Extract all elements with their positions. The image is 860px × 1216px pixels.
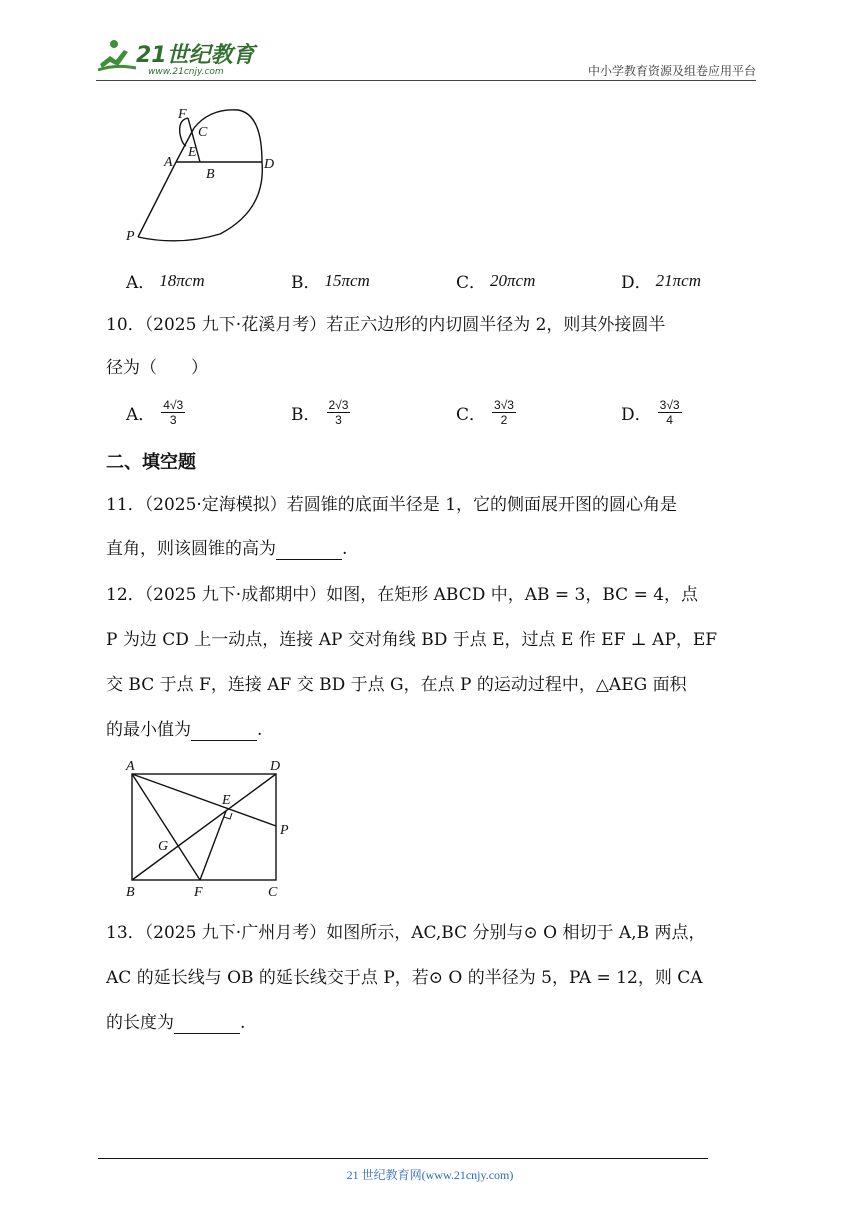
q9-choice-b[interactable]: B． 15πcm (291, 270, 370, 293)
fig12-label-G: G (158, 839, 169, 854)
q10-choice-a[interactable]: A． $\frac{4√3}{3}$ (126, 398, 184, 427)
site-logo (96, 36, 266, 80)
q12-line1: 12．（2025 九下·成都期中）如图，在矩形 ABCD 中，AB = 3，BC = 4，点 (106, 585, 699, 605)
fig12-label-A: A (126, 759, 135, 774)
q9-choices (126, 268, 786, 293)
fig9-label-F: F (178, 107, 187, 122)
q10-choices (126, 398, 786, 427)
fig9-label-P: P (126, 229, 135, 244)
q13-line3: 的长度为 . (106, 1013, 246, 1033)
logo-url: www.21cnjy.com (148, 67, 224, 77)
q10-choice-b[interactable]: B． $\frac{2√3}{3}$ (291, 398, 349, 427)
logo-text: 21世纪教育 (136, 43, 255, 68)
q10-line2: 径为（ ） (106, 358, 208, 378)
q10-choice-c[interactable]: C． $\frac{3√3}{2}$ (456, 398, 514, 427)
fig12-label-D: D (270, 759, 281, 774)
q10-choice-d[interactable]: D． $\frac{3√3}{4}$ (621, 398, 680, 427)
fig12-label-B: B (126, 885, 135, 900)
q13-answer-blank[interactable] (174, 1017, 240, 1034)
header-divider (96, 80, 756, 81)
figure-q9 (120, 100, 290, 254)
q9-choice-a[interactable]: A． 18πcm (126, 270, 205, 293)
header-tagline: 中小学教育资源及组卷应用平台 (587, 64, 756, 78)
fig12-label-F: F (194, 885, 203, 900)
footer-divider (98, 1158, 708, 1159)
fig9-label-B: B (206, 167, 215, 182)
fig12-label-E: E (222, 793, 231, 808)
figure-q12 (118, 754, 308, 908)
q12-line3: 交 BC 于点 F，连接 AF 交 BD 于点 G，在点 P 的运动过程中，△AEG 面积 (106, 675, 687, 695)
runner-icon (98, 40, 136, 70)
q11-line1: 11．（2025·定海模拟）若圆锥的底面半径是 1，它的侧面展开图的圆心角是 (106, 495, 678, 515)
fig9-label-E: E (188, 145, 197, 160)
q12-line4: 的最小值为 . (106, 720, 263, 740)
fig9-label-A: A (164, 155, 173, 170)
fig12-label-C: C (268, 885, 278, 900)
q12-line2: P 为边 CD 上一动点，连接 AP 交对角线 BD 于点 E，过点 E 作 EF ⊥ AP，EF (106, 630, 718, 650)
q11-answer-blank[interactable] (276, 543, 342, 560)
q9-choice-c[interactable]: C． 20πcm (456, 270, 536, 293)
section-title-fill-in: 二、填空题 (106, 452, 196, 473)
fig9-label-D: D (264, 157, 275, 172)
fig9-label-C: C (198, 125, 208, 140)
q13-line1: 13．（2025 九下·广州月考）如图所示，AC,BC 分别与⊙ O 相切于 A,B 两点， (106, 923, 706, 943)
q13-line2: AC 的延长线与 OB 的延长线交于点 P，若⊙ O 的半径为 5，PA = 12，则 CA (106, 968, 703, 988)
q12-answer-blank[interactable] (191, 724, 257, 741)
q9-choice-d[interactable]: D． 21πcm (621, 270, 701, 293)
q10-line1: 10．（2025 九下·花溪月考）若正六边形的内切圆半径为 2，则其外接圆半 (106, 315, 666, 335)
q11-line2: 直角，则该圆锥的高为 . (106, 539, 348, 559)
fig12-label-P: P (280, 823, 289, 838)
footer-text: 21 世纪教育网(www.21cnjy.com) (346, 1168, 514, 1182)
